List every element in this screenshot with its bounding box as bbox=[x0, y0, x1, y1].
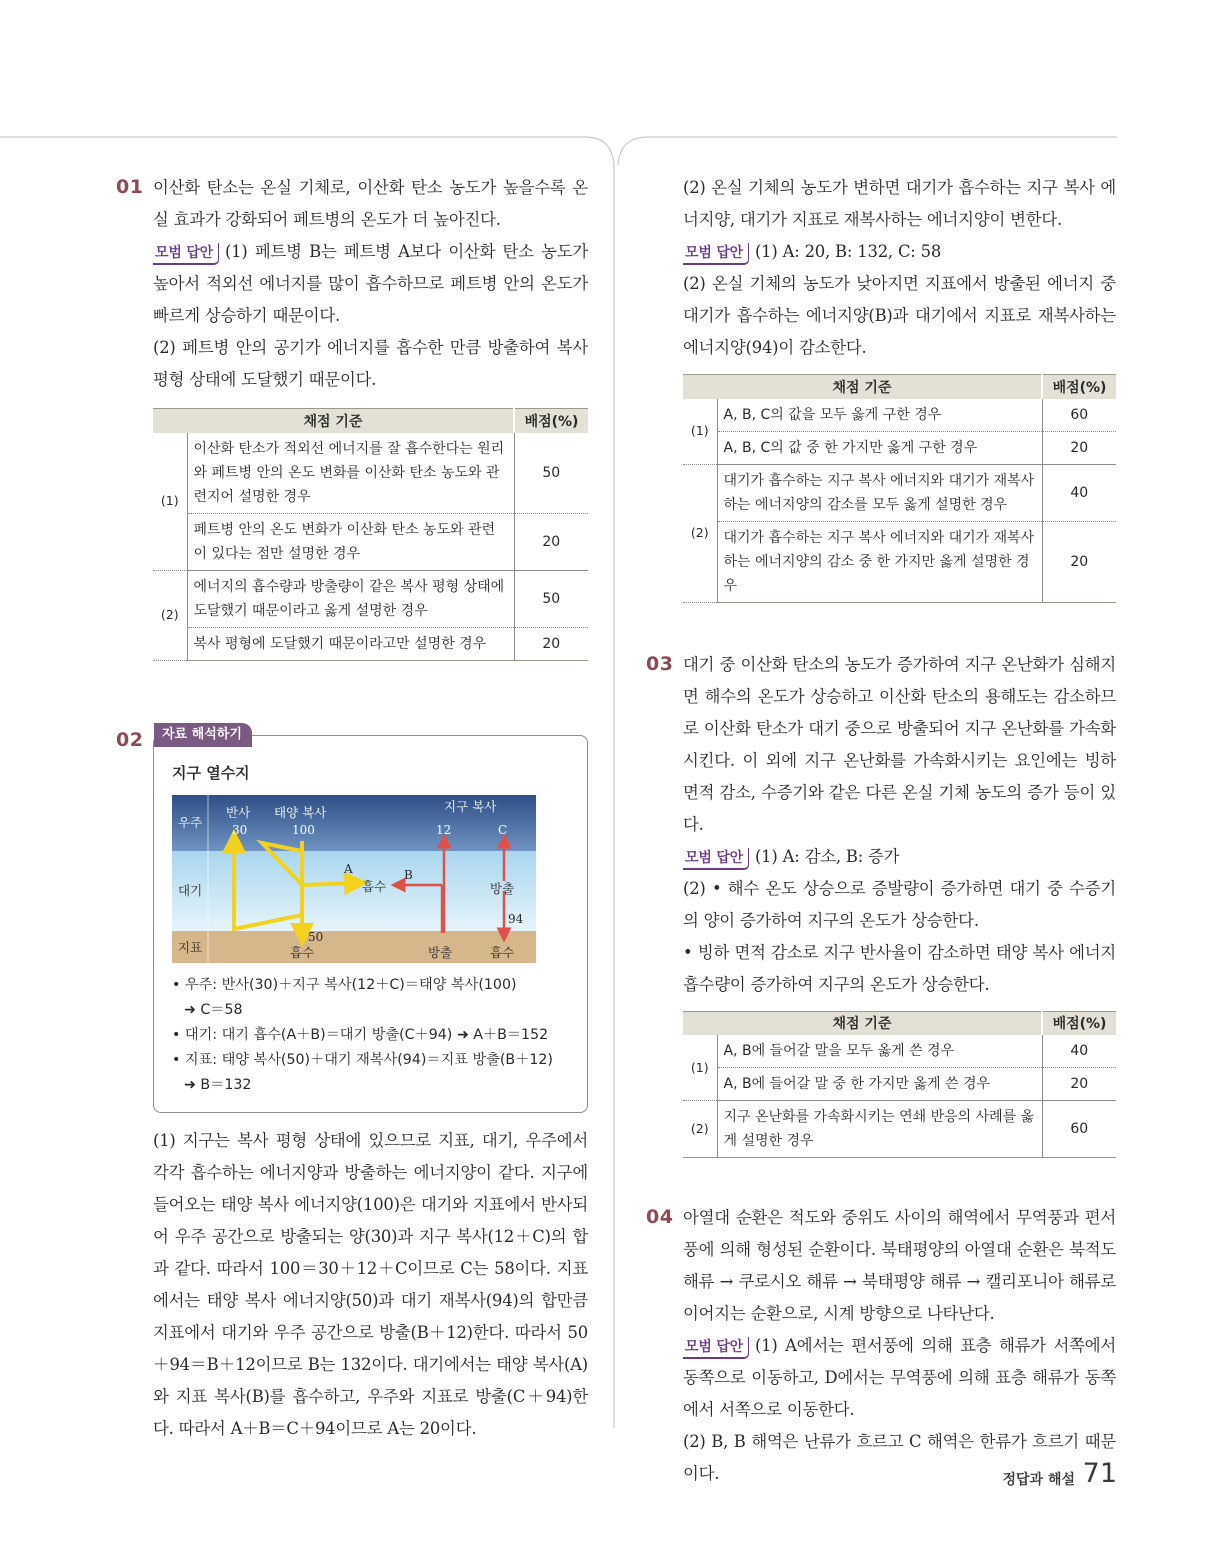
criteria-cell: A, B, C의 값을 모두 옳게 구한 경우 bbox=[717, 399, 1042, 432]
table-row bbox=[153, 627, 588, 660]
criteria-cell: 페트병 안의 온도 변화가 이산화 탄소 농도와 관련이 있다는 점만 설명한 경우 bbox=[187, 513, 514, 570]
points-cell: 60 bbox=[1042, 399, 1116, 432]
question-number: 04 bbox=[646, 1206, 674, 1228]
equation-item: • 지표: 태양 복사(50)＋대기 재복사(94)＝지표 방출(B＋12) bbox=[172, 1051, 553, 1068]
explanation-text: (1) 지구는 복사 평형 상태에 있으므로 지표, 대기, 우주에서 각각 흡수하는 에너지양과 방출하는 에너지양이 같다. 지구에 들어오는 태양 복사 에너지양(100)은 대기와 지표에서 반사되어 우주 공간으로 방출되는 양(30)과 지구 복사(12＋C)의 합과 같다. 따라서 100＝30＋12＋C이므로 C는 58이다. 지표에서는 태양 복사 에너지양(50)과 대기 재복사(94)의 합만큼 지표에서 대기와 우주 공간으로 방출(B＋12)한다. 따라서 50＋94＝B＋12이므로 B는 132이다. 대기에서는 태양 복사(A)와 지표 복사(B)를 흡수하고, 우주와 지표로 방출(C＋94)한다. 따라서 A＋B＝C＋94이므로 A는 20이다. bbox=[153, 1130, 588, 1438]
equation-item: ➜ C＝58 bbox=[184, 1001, 243, 1018]
answer-part-2: (2) 온실 기체의 농도가 낮아지면 지표에서 방출된 에너지 중 대기가 흡수하는 에너지양(B)과 대기에서 지표로 재복사하는 에너지양(94)이 감소한다. bbox=[683, 274, 1116, 357]
solar-label: 태양 복사 bbox=[274, 804, 327, 820]
points-cell: 40 bbox=[1042, 464, 1116, 521]
question-04 bbox=[646, 1202, 1116, 1490]
question-intro: 아열대 순환은 적도와 중위도 사이의 해역에서 무역풍과 편서풍에 의해 형성된 순환이다. 북태평양의 아열대 순환은 북적도 해류 → 쿠로시오 해류 → 북태평양 해류 → 캘리포니아 해류로 이어지는 순환으로, 시계 방향으로 나타난다. bbox=[683, 1208, 1116, 1323]
answer-part-1: (1) A에서는 편서풍에 의해 표층 해류가 서쪽에서 동쪽으로 이동하고, D에서는 무역풍에 의해 표층 해류가 동쪽에서 서쪽으로 이동한다. bbox=[683, 1336, 1116, 1419]
equation-item: • 대기: 대기 흡수(A＋B)＝대기 방출(C＋94) ➜ A＋B＝152 bbox=[172, 1026, 549, 1043]
surf-emit-label: 방출 bbox=[428, 944, 453, 960]
header-criteria: 채점 기준 bbox=[683, 375, 1042, 399]
surf-absorb2-label: 흡수 bbox=[490, 944, 515, 960]
question-number: 01 bbox=[116, 176, 144, 198]
question-number: 02 bbox=[116, 728, 144, 751]
criteria-cell: A, B, C의 값 중 한 가지만 옳게 구한 경우 bbox=[717, 431, 1042, 464]
header-points: 배점(%) bbox=[1042, 1011, 1116, 1035]
part-label: (2) bbox=[683, 1101, 717, 1158]
model-answer-badge: 모범 답안 bbox=[153, 243, 219, 265]
points-cell: 20 bbox=[1042, 1068, 1116, 1101]
points-cell: 20 bbox=[514, 513, 588, 570]
footer-label: 정답과 해설 bbox=[1002, 1472, 1075, 1488]
solar-value: 100 bbox=[292, 822, 315, 837]
header-points: 배점(%) bbox=[514, 409, 588, 433]
question-02 bbox=[116, 726, 588, 1445]
label-b: B bbox=[404, 867, 413, 882]
value-50: 50 bbox=[308, 929, 324, 944]
answer-part-2: (2) • 해수 온도 상승으로 증발량이 증가하면 대기 중 수증기의 양이 증가하여 지구의 온도가 상승한다. bbox=[683, 878, 1116, 930]
reflect-label: 반사 bbox=[226, 804, 251, 820]
layer-space-label: 우주 bbox=[178, 814, 203, 830]
table-row bbox=[683, 1101, 1116, 1158]
criteria-cell: 에너지의 흡수량과 방출량이 같은 복사 평형 상태에 도달했기 때문이라고 옳게 설명한 경우 bbox=[187, 570, 514, 627]
table-row bbox=[683, 464, 1116, 521]
surf-absorb-label: 흡수 bbox=[290, 944, 315, 960]
points-cell: 50 bbox=[514, 570, 588, 627]
earth-value-c: C bbox=[498, 822, 508, 837]
model-answer-badge: 모범 답안 bbox=[683, 848, 749, 870]
earth-rad-label: 지구 복사 bbox=[444, 798, 497, 814]
question-intro: 대기 중 이산화 탄소의 농도가 증가하여 지구 온난화가 심해지면 해수의 온도가 상승하고 이산화 탄소의 용해도는 감소하므로 이산화 탄소가 대기 중으로 방출되어 지구 온난화를 가속화시킨다. 이 외에 지구 온난화를 가속화시키는 요인에는 빙하 면적 감소, 수증기와 같은 다른 온실 기체 농도의 증가 등이 있다. bbox=[683, 654, 1116, 834]
question-intro: 이산화 탄소는 온실 기체로, 이산화 탄소 농도가 높을수록 온실 효과가 강화되어 페트병의 온도가 더 높아진다. bbox=[153, 178, 588, 229]
points-cell: 50 bbox=[514, 433, 588, 514]
part-label: (1) bbox=[683, 1035, 717, 1101]
table-row bbox=[683, 1068, 1116, 1101]
part-label: (1) bbox=[683, 399, 717, 465]
header-points: 배점(%) bbox=[1042, 375, 1116, 399]
criteria-cell: 대기가 흡수하는 지구 복사 에너지와 대기가 재복사하는 에너지양의 감소 중 한 가지만 옳게 설명한 경우 bbox=[717, 521, 1042, 602]
points-cell: 20 bbox=[1042, 521, 1116, 602]
data-analysis-box bbox=[153, 726, 588, 1113]
atmosphere-layer bbox=[172, 851, 536, 931]
scoring-table bbox=[683, 374, 1116, 603]
question-number: 03 bbox=[646, 652, 674, 675]
explanation-continued: (2) 온실 기체의 농도가 변하면 대기가 흡수하는 지구 복사 에너지양, 대기가 지표로 재복사하는 에너지양이 변한다. bbox=[683, 178, 1116, 229]
answer-part-1: (1) 페트병 B는 페트병 A보다 이산화 탄소 농도가 높아서 적외선 에너지를 많이 흡수하므로 페트병 안의 온도가 빠르게 상승하기 때문이다. bbox=[153, 242, 588, 325]
left-column bbox=[116, 172, 588, 1445]
criteria-cell: 이산화 탄소가 적외선 에너지를 잘 흡수한다는 원리와 페트병 안의 온도 변화를 이산화 탄소 농도와 관련지어 설명한 경우 bbox=[187, 433, 514, 514]
question-03 bbox=[646, 649, 1116, 1159]
header-criteria: 채점 기준 bbox=[153, 409, 514, 433]
answer-part-1: (1) A: 감소, B: 증가 bbox=[754, 846, 900, 866]
criteria-cell: A, B에 들어갈 말 중 한 가지만 옳게 쓴 경우 bbox=[717, 1068, 1042, 1101]
table-row bbox=[153, 570, 588, 627]
points-cell: 40 bbox=[1042, 1035, 1116, 1068]
answer-part-2: (2) 페트병 안의 공기가 에너지를 흡수한 만큼 방출하여 복사 평형 상태에 도달했기 때문이다. bbox=[153, 338, 588, 389]
heat-budget-diagram bbox=[172, 795, 536, 963]
table-row bbox=[683, 431, 1116, 464]
header-criteria: 채점 기준 bbox=[683, 1011, 1042, 1035]
part-label: (1) bbox=[153, 433, 187, 571]
criteria-cell: 복사 평형에 도달했기 때문이라고만 설명한 경우 bbox=[187, 627, 514, 660]
answer-part-3: • 빙하 면적 감소로 지구 반사율이 감소하면 태양 복사 에너지 흡수량이 증가하여 지구의 온도가 상승한다. bbox=[683, 942, 1116, 994]
earth-value-12: 12 bbox=[436, 822, 452, 837]
layer-surface-label: 지표 bbox=[178, 939, 203, 955]
reflect-value: 30 bbox=[232, 822, 248, 837]
part-label: (2) bbox=[153, 570, 187, 660]
equation-item: ➜ B＝132 bbox=[184, 1076, 252, 1093]
atm-emit-label: 방출 bbox=[490, 880, 515, 896]
model-answer-badge: 모범 답안 bbox=[683, 243, 749, 265]
model-answer-badge: 모범 답안 bbox=[683, 1337, 749, 1359]
scoring-table bbox=[683, 1011, 1116, 1159]
data-analysis-tab: 자료 해석하기 bbox=[154, 723, 252, 747]
surface-layer bbox=[172, 931, 536, 963]
equation-item: • 우주: 반사(30)＋지구 복사(12＋C)＝태양 복사(100) bbox=[172, 976, 517, 993]
answer-part-1: (1) A: 20, B: 132, C: 58 bbox=[754, 242, 942, 261]
right-column bbox=[646, 172, 1116, 1490]
criteria-cell: 지구 온난화를 가속화시키는 연쇄 반응의 사례를 옳게 설명한 경우 bbox=[717, 1101, 1042, 1158]
diagram-title: 지구 열수지 bbox=[172, 763, 250, 782]
answer-part-2: (2) B, B 해역은 난류가 흐르고 C 해역은 한류가 흐르기 때문이다. bbox=[683, 1432, 1116, 1483]
table-row bbox=[683, 521, 1116, 602]
table-row bbox=[683, 399, 1116, 432]
scoring-table bbox=[153, 408, 588, 661]
question-01 bbox=[116, 172, 588, 661]
table-row bbox=[683, 1035, 1116, 1068]
layer-atmosphere-label: 대기 bbox=[178, 882, 203, 898]
points-cell: 60 bbox=[1042, 1101, 1116, 1158]
criteria-cell: A, B에 들어갈 말을 모두 옳게 쓴 경우 bbox=[717, 1035, 1042, 1068]
points-cell: 20 bbox=[514, 627, 588, 660]
label-a: A bbox=[344, 861, 353, 876]
equation-list bbox=[172, 973, 569, 1098]
criteria-cell: 대기가 흡수하는 지구 복사 에너지와 대기가 재복사하는 에너지양의 감소를 모두 옳게 설명한 경우 bbox=[717, 464, 1042, 521]
page-number: 71 bbox=[1082, 1458, 1117, 1489]
part-label: (2) bbox=[683, 464, 717, 602]
table-row bbox=[153, 513, 588, 570]
value-94: 94 bbox=[508, 911, 524, 926]
atm-absorb-label: 흡수 bbox=[362, 878, 387, 894]
table-row bbox=[153, 433, 588, 514]
points-cell: 20 bbox=[1042, 431, 1116, 464]
